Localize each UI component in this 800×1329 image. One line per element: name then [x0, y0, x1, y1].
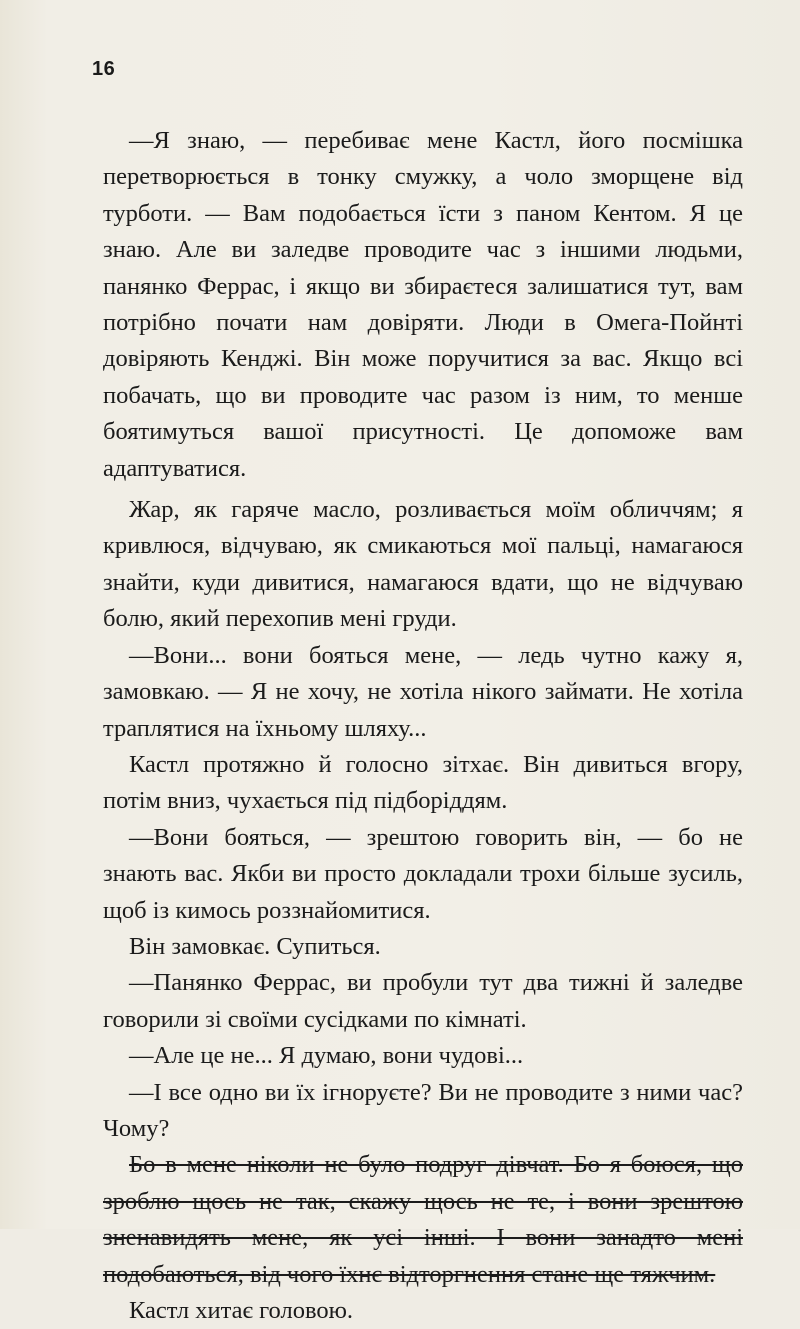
struck-through-paragraph: Бо в мене ніколи не було подруг дівчат. Бо я боюся, що зроблю щось не так, скажу щось не те, і вони зрештою зненавидять мене, як усі інші. І вони занадто мені подобаються, від чого їхнє відторгнення стане ще тяжчим. — [103, 1151, 743, 1288]
paragraph-11: Кастл хитає головою. — [129, 1297, 354, 1324]
paragraph-2: Жар, як гаряче масло, розливається моїм обличчям; я кривлюся, відчуваю, як смикаються мої пальці, намагаюся знайти, куди дивитися, намагаюся вдати, що не відчуваю болю, який перехопив мені груди. — [103, 496, 743, 633]
paragraph-1: —Я знаю, — перебиває мене Кастл, його посмішка перетворюється в тонку смужку, а чоло зморщене від турботи. — Вам подобається їсти з паном Кентом. Я це знаю. Але ви заледве проводите час з іншими людьми, панянко Феррас, і якщо ви збираєтеся залишатися тут, вам потрібно почати нам довіряти. Люди в Омега-Пойнті довіряють Кенджі. Він може поручитися за вас. Якщо всі побачать, що ви проводите час разом із ним, то менше боятимуться вашої присутності. Це допоможе вам адаптуватися. — [103, 127, 743, 482]
paragraph-6: Він замовкає. Супиться. — [129, 932, 381, 960]
paragraph-7: —Панянко Феррас, ви пробули тут два тижні й заледве говорили зі своїми сусідками по кімнаті. — [103, 969, 743, 1033]
text-body — [103, 123, 743, 1329]
paragraph-8: —Але це не... Я думаю, вони чудові... — [129, 1042, 524, 1070]
paragraph-4: Кастл протяжно й голосно зітхає. Він дивиться вгору, потім вниз, чухається під підборіддям. — [103, 750, 743, 815]
paragraph-9: —І все одно ви їх ігноруєте? Ви не проводите з ними час? Чому? — [103, 1078, 743, 1142]
paragraph-5: —Вони бояться, — зрештою говорить він, — бо не знають вас. Якби ви просто докладали трохи більше зусиль, щоб із кимось роззнайомитися. — [103, 823, 743, 924]
paragraph-3: —Вони... вони бояться мене, — ледь чутно кажу я, замовкаю. — Я не хочу, не хотіла нікого займати. Не хотіла траплятися на їхньому шляху... — [103, 641, 743, 742]
page-number: 16 — [92, 58, 116, 80]
